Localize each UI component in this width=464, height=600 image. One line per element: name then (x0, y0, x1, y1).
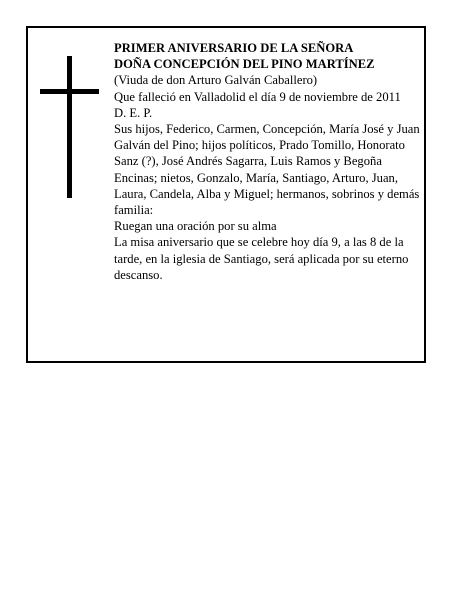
death-info: Que falleció en Valladolid el día 9 de noviembre de 2011 (114, 89, 401, 104)
family-list: Sus hijos, Federico, Carmen, Concepción, María José y Juan Galván del Pino; hijos políticos, Prado Tomillo, Honorato Sanz (?), José Andrés Sagarra, Luis Ramos y Begoña Encinas; nietos, Gonzalo, María, Santiago, Arturo, Juan, Laura, Candela, Alba y Miguel; hermanos, sobrinos y demás familia: (114, 122, 420, 218)
notice-text (114, 40, 422, 283)
prayer-request: Ruegan una oración por su alma (114, 219, 277, 234)
rip-line: D. E. P. (114, 105, 153, 120)
cross-horizontal-bar (40, 89, 99, 94)
notice-title-line2: DOÑA CONCEPCIÓN DEL PINO MARTÍNEZ (114, 57, 375, 72)
mass-info: La misa aniversario que se celebre hoy día 9, a las 8 de la tarde, en la iglesia de Santiago, será aplicada por su eterno descanso. (114, 235, 409, 282)
cross-vertical-bar (67, 56, 72, 198)
widow-of-line: (Viuda de don Arturo Galván Caballero) (114, 73, 318, 88)
obituary-notice (26, 26, 426, 363)
notice-title-line1: PRIMER ANIVERSARIO DE LA SEÑORA (114, 41, 354, 55)
cross-icon (40, 56, 100, 198)
